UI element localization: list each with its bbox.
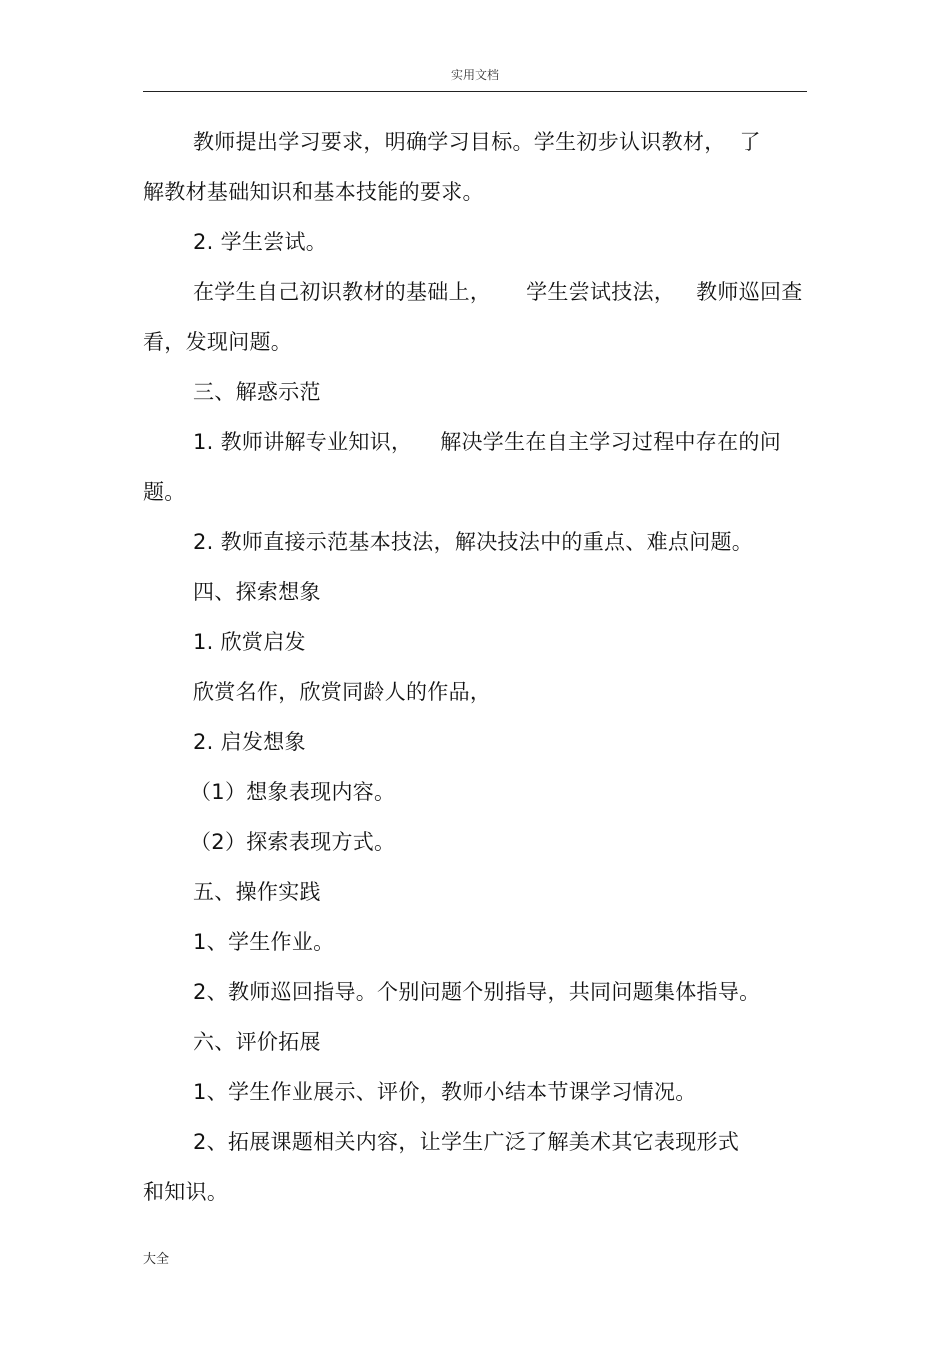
section-heading: 三、解惑示范 bbox=[193, 380, 321, 404]
text-line: 1. 教师讲解专业知识， 解决学生在自主学习过程中存在的问 bbox=[193, 430, 782, 454]
page-footer: 大全 bbox=[143, 1252, 170, 1267]
text-line: 教师提出学习要求，明确学习目标。学生初步认识教材， 了 bbox=[193, 130, 761, 154]
text-line: 2. 启发想象 bbox=[193, 730, 306, 754]
text-line: 和知识。 bbox=[143, 1180, 229, 1204]
text-line: 1. 欣赏启发 bbox=[193, 630, 306, 654]
section-heading: 四、探索想象 bbox=[193, 580, 321, 604]
text-line: 解教材基础知识和基本技能的要求。 bbox=[143, 180, 484, 204]
text-line: 题。 bbox=[143, 480, 186, 504]
text-line: 在学生自己初识教材的基础上， 学生尝试技法， 教师巡回查 bbox=[193, 280, 803, 304]
text-line: 2. 学生尝试。 bbox=[193, 230, 328, 254]
section-heading: 六、评价拓展 bbox=[193, 1030, 321, 1054]
text-line: 看，发现问题。 bbox=[143, 330, 293, 354]
text-line: 2. 教师直接示范基本技法，解决技法中的重点、难点问题。 bbox=[193, 530, 754, 554]
text-line: 1、学生作业。 bbox=[193, 930, 335, 954]
text-line: 1、学生作业展示、评价，教师小结本节课学习情况。 bbox=[193, 1080, 697, 1104]
section-heading: 五、操作实践 bbox=[193, 880, 321, 904]
text-line: 2、拓展课题相关内容，让学生广泛了解美术其它表现形式 bbox=[193, 1130, 740, 1154]
page-header: 实用文档 bbox=[450, 68, 499, 82]
text-line: 2、教师巡回指导。个别问题个别指导，共同问题集体指导。 bbox=[193, 980, 761, 1004]
text-line: （2）探索表现方式。 bbox=[190, 830, 396, 854]
text-line: （1）想象表现内容。 bbox=[190, 780, 396, 804]
text-line: 欣赏名作，欣赏同龄人的作品， bbox=[193, 680, 492, 704]
header-rule bbox=[143, 91, 807, 92]
